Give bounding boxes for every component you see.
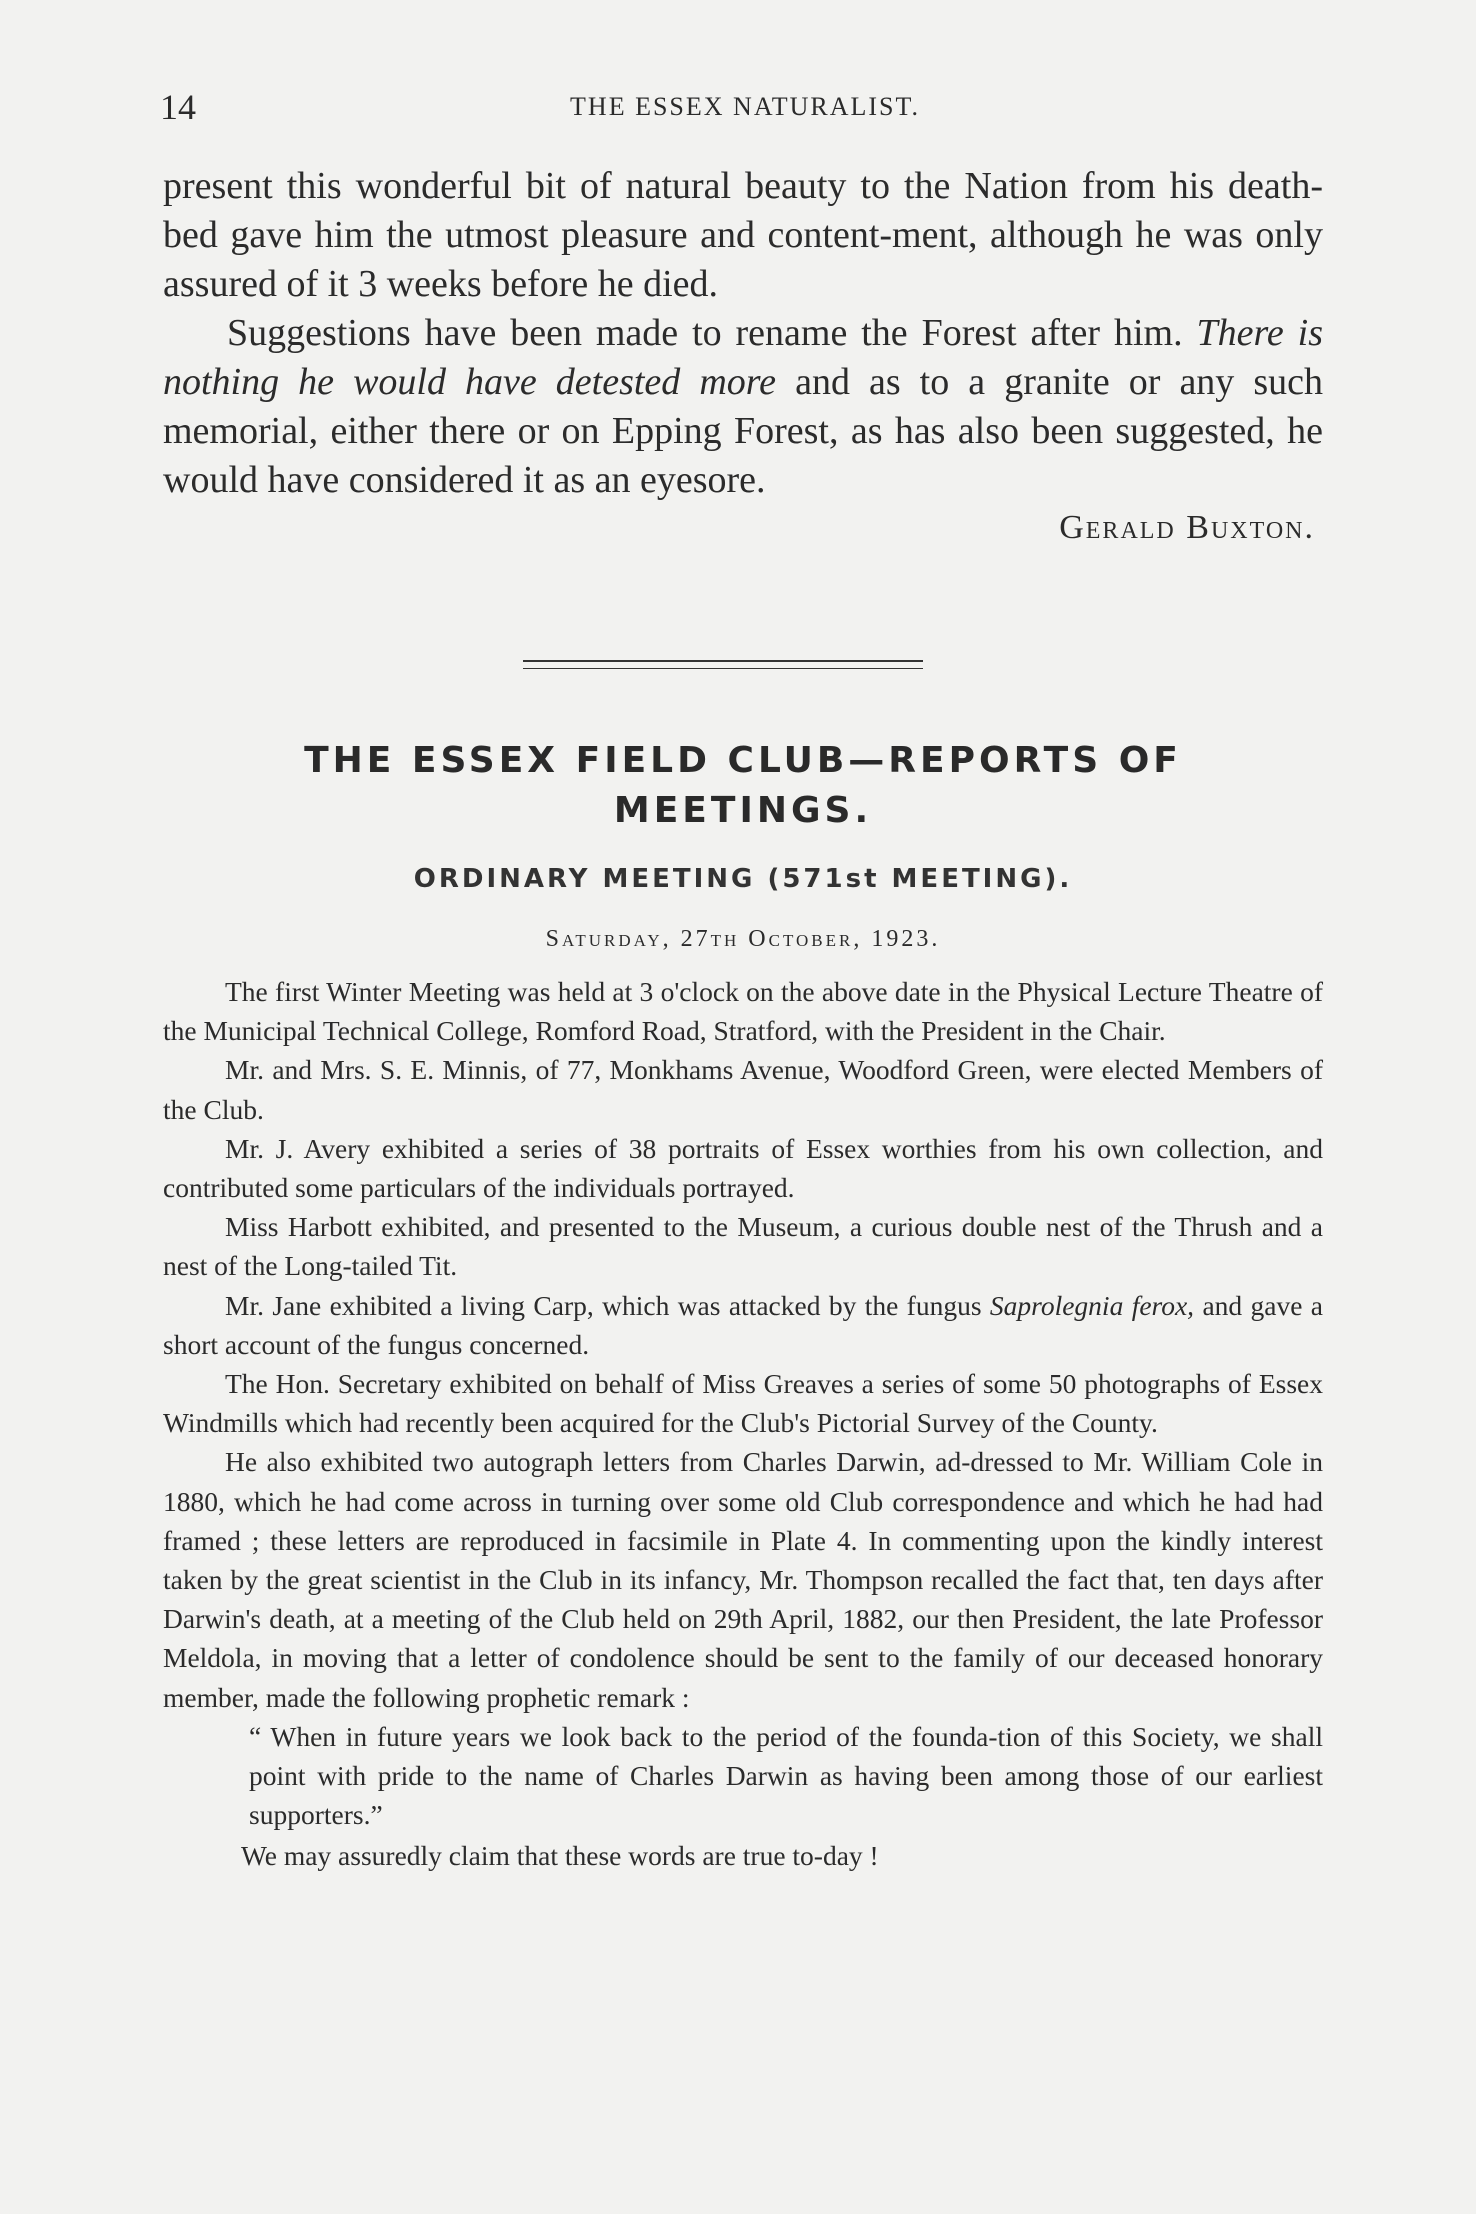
signature-text: Gerald Buxton. (1059, 509, 1315, 546)
report-body (163, 972, 1323, 1876)
report-paragraph-3: Mr. J. Avery exhibited a series of 38 portraits of Essex worthies from his own collection, and contributed some particulars of the individuals portrayed. (163, 1132, 1323, 1204)
letter-paragraph-2-italic: There is nothing he would have detested more (163, 312, 1324, 403)
report-paragraph-5-start: Mr. Jane exhibited a living Carp, which was attacked by the fungus (225, 1289, 982, 1321)
meeting-date: Saturday, 27th October, 1923. (545, 926, 941, 952)
letter-paragraph-2-start: Suggestions have been made to rename the Forest after him. (227, 312, 1183, 354)
meeting-subheading: ORDINARY MEETING (571st MEETING). (413, 864, 1073, 894)
report-paragraph-7: He also exhibited two autograph letters from Charles Darwin, ad-dressed to Mr. William Cole in 1880, which he had come across in turning over some old Club correspondence and which he had had framed ; these letters are reproduced in facsimile in Plate 4. In commenting upon the kindly interest taken by the great scientist in the Club in its infancy, Mr. Thompson recalled the fact that, ten days after Darwin's death, at a meeting of the Club held on 29th April, 1882, our then President, the late Professor Meldola, in moving that a letter of condolence should be sent to the family of our deceased honorary member, made the following prophetic remark : (163, 1446, 1323, 1713)
report-heading-line-1: THE ESSEX FIELD CLUB—REPORTS OF (304, 740, 1182, 781)
species-name: Saprolegnia ferox, (989, 1289, 1195, 1321)
report-heading-line-2: MEETINGS. (613, 790, 873, 831)
journal-title: THE ESSEX NATURALIST. (570, 92, 920, 121)
meldola-quote: “ When in future years we look back to the period of the founda-tion of this Society, we shall point with pride to the name of Charles Darwin as having been among those of our earliest supporters.” (249, 1720, 1323, 1831)
report-paragraph-2: Mr. and Mrs. S. E. Minnis, of 77, Monkhams Avenue, Woodford Green, were elected Members of the Club. (163, 1054, 1323, 1125)
report-heading (163, 736, 1323, 836)
closing-line: We may assuredly claim that these words are true to-day ! (241, 1840, 879, 1872)
report-paragraph-6: The Hon. Secretary exhibited on behalf of Miss Greaves a series of some 50 photographs of Essex Windmills which had recently been acquired for the Club's Pictorial Survey of the County. (163, 1368, 1323, 1439)
report-paragraph-5-rest: and gave a short account of the fungus concerned. (163, 1289, 1324, 1360)
section-rule-bottom (523, 668, 923, 669)
report-paragraph-4: Miss Harbott exhibited, and presented to the Museum, a curious double nest of the Thrush and a nest of the Long-tailed Tit. (163, 1211, 1323, 1282)
letter-paragraph-2-rest: and as to a granite or any such memorial, either there or on Epping Forest, as has also been suggested, he would have considered it as an eyesore. (163, 361, 1324, 501)
section-rule-top (523, 660, 923, 662)
page-number: 14 (160, 87, 196, 127)
letter-paragraph-2 (163, 309, 1323, 505)
report-paragraph-5 (163, 1286, 1323, 1364)
running-head (160, 86, 1330, 136)
signature (163, 509, 1323, 547)
report-paragraph-1: The first Winter Meeting was held at 3 o'clock on the above date in the Physical Lecture Theatre of the Municipal Technical College, Romford Road, Stratford, with the President in the Chair. (163, 976, 1323, 1047)
letter-section (163, 162, 1323, 547)
letter-paragraph-1: present this wonderful bit of natural beauty to the Nation from his death-bed gave him the utmost pleasure and content-ment, although he was only assured of it 3 weeks before he died. (163, 165, 1323, 305)
